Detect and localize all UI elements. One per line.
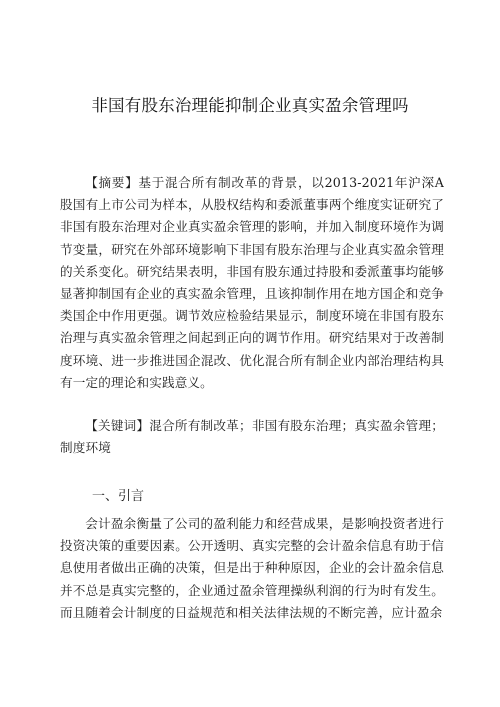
keywords-label: 【关键词】 [85, 418, 150, 433]
keywords-paragraph [60, 415, 444, 459]
paper-title: 非国有股东治理能抑制企业真实盈余管理吗 [91, 96, 409, 115]
abstract-label: 【摘要】 [85, 175, 139, 190]
abstract-paragraph [60, 172, 444, 394]
keywords-text: 混合所有制改革；非国有股东治理；真实盈余管理；制度环境 [60, 418, 445, 456]
section-heading-introduction: 一、引言 [92, 489, 145, 504]
abstract-text: 基于混合所有制改革的背景，以2013-2021年沪深A股国有上市公司为样本，从股权结构和委派董事两个维度实证研究了非国有股东治理对企业真实盈余管理的影响，并加入制度环境作为调节变量，研究在外部环境影响下非国有股东治理与企业真实盈余管理的关系变化。研究结果表明，非国有股东通过持股和委派董事均能够显著抑制国有企业的真实盈余管理，且该抑制作用在地方国企和竞争类国企中作用更强。调节效应检验结果显示，制度环境在非国有股东治理与真实盈余管理之间起到正向的调节作用。研究结果对于改善制度环境、进一步推进国企混改、优化混合所有制企业内部治理结构具有一定的理论和实践意义。 [60, 175, 444, 390]
introduction-paragraph: 会计盈余衡量了公司的盈利能力和经营成果，是影响投资者进行投资决策的重要因素。公开透明、真实完整的会计盈余信息有助于信息使用者做出正确的决策，但是出于种种原因，企业的会计盈余信息并不总是真实完整的，企业通过盈余管理操纵利润的行为时有发生。而且随着会计制度的日益规范和相关法律法规的不断完善，应计盈余 [60, 516, 444, 620]
